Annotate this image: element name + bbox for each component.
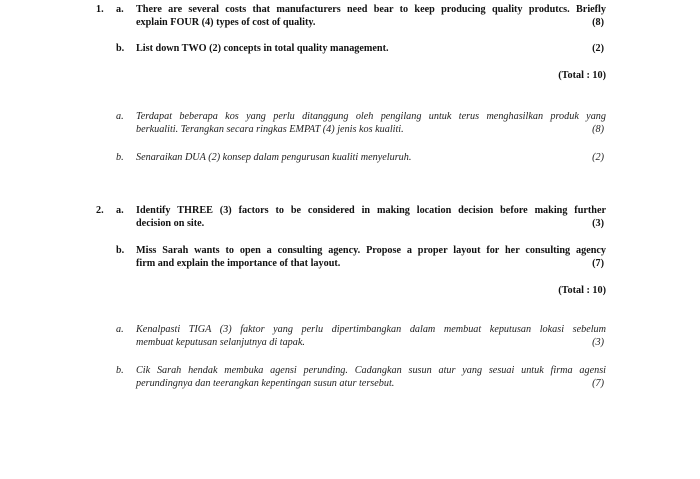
q1-b-marks: (2) [592, 43, 604, 54]
q1-total: (Total : 10) [558, 70, 606, 81]
q1-ma-b-label: b. [116, 152, 124, 163]
q1-ma-a-marks: (8) [592, 124, 604, 135]
q2-a-line1: Identify THREE (3) factors to be considered in making location decision before making further [136, 205, 606, 216]
q2-number: 2. [96, 205, 104, 216]
q1-ma-a-label: a. [116, 111, 124, 122]
q2-a-line2: decision on site. [136, 218, 205, 229]
q1-b-label: b. [116, 43, 125, 54]
q2-b-line1: Miss Sarah wants to open a consulting agency. Propose a proper layout for her consulting agency [136, 245, 606, 256]
q1-number: 1. [96, 4, 104, 15]
q1-a-marks: (8) [592, 17, 604, 28]
q1-a-line2: explain FOUR (4) types of cost of quality. [136, 17, 316, 28]
q1-ma-b-marks: (2) [592, 152, 604, 163]
q2-b-line2: firm and explain the importance of that layout. [136, 258, 341, 269]
q2-ma-a-marks: (3) [592, 337, 604, 348]
q1-a-label: a. [116, 4, 124, 15]
q1-b-text: List down TWO (2) concepts in total quality management. [136, 43, 389, 54]
q1-ma-a-line1: Terdapat beberapa kos yang perlu ditanggung oleh pengilang untuk terus menghasilkan produk yang [136, 111, 606, 122]
q2-ma-a-line1: Kenalpasti TIGA (3) faktor yang perlu dipertimbangkan dalam membuat keputusan lokasi sebelum [136, 324, 606, 335]
q2-ma-b-label: b. [116, 365, 124, 376]
q2-ma-a-line2: membuat keputusan selanjutnya di tapak. [136, 337, 305, 348]
q1-ma-b-text: Senaraikan DUA (2) konsep dalam pengurusan kualiti menyeluruh. [136, 152, 412, 163]
q2-a-label: a. [116, 205, 124, 216]
q2-b-marks: (7) [592, 258, 604, 269]
q2-ma-b-line1: Cik Sarah hendak membuka agensi perunding. Cadangkan susun atur yang sesuai untuk firma agensi [136, 365, 606, 376]
q1-a-line1: There are several costs that manufacturers need bear to keep producing quality produtcs. Briefly [136, 4, 606, 15]
q2-ma-a-label: a. [116, 324, 124, 335]
q2-total: (Total : 10) [558, 285, 606, 296]
q2-b-label: b. [116, 245, 125, 256]
q2-ma-b-line2: perundingnya dan teerangkan kepentingan susun atur tersebut. [136, 378, 395, 389]
q2-ma-b-marks: (7) [592, 378, 604, 389]
q1-ma-a-line2: berkualiti. Terangkan secara ringkas EMPAT (4) jenis kos kualiti. [136, 124, 404, 135]
q2-a-marks: (3) [592, 218, 604, 229]
